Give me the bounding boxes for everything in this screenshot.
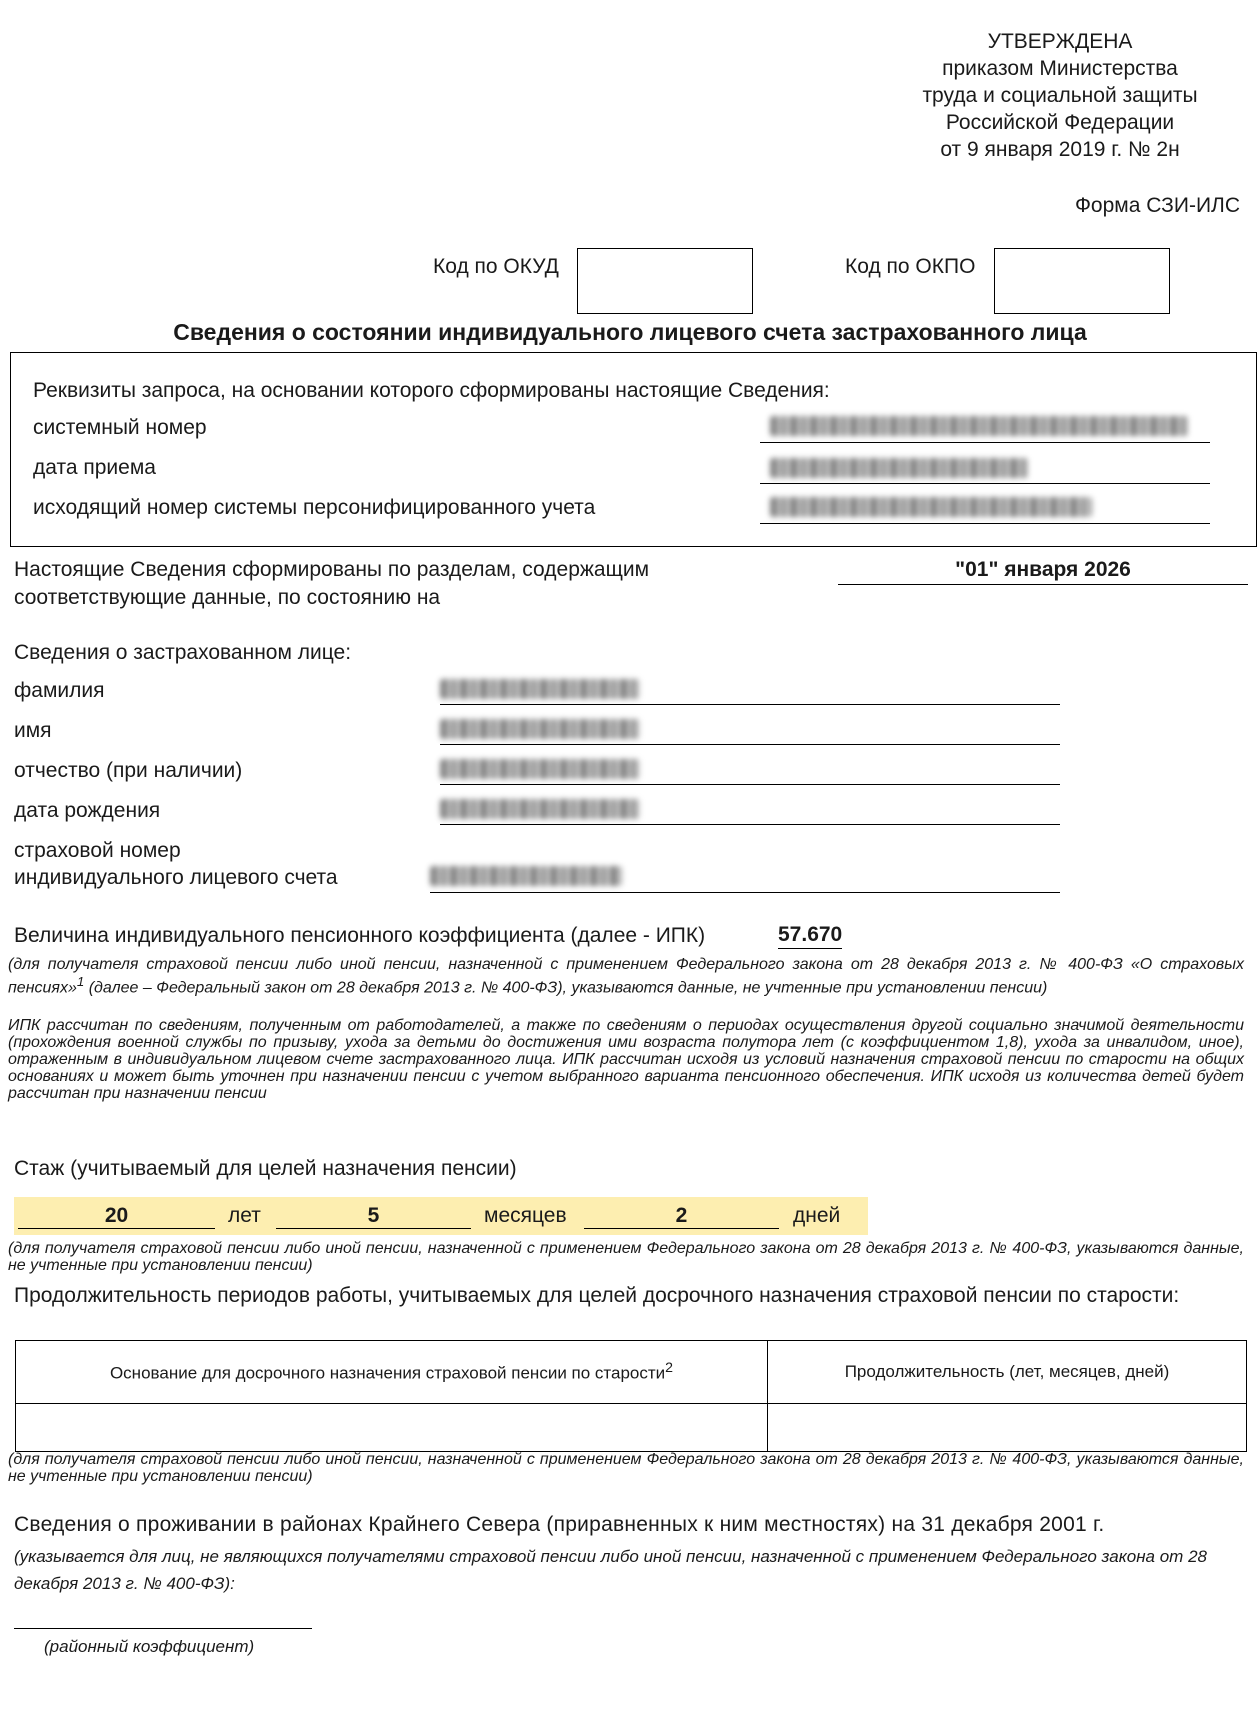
stazh-label: Стаж (учитываемый для целей назначения пенсии) [14,1157,517,1180]
document-title: Сведения о состоянии индивидуального лицевого счета застрахованного лица [173,319,1087,345]
north-label: Сведения о проживании в районах Крайнего Севера (приравненных к ним местностях) на 31 декабря 2001 г. [14,1513,1105,1536]
formed-text-line-1: Настоящие Сведения сформированы по разделам, содержащим [14,558,650,581]
snils-label-line-1: страховой номер [14,839,181,862]
surname-label: фамилия [14,679,105,702]
table-header-basis-text: Основание для досрочного назначения страховой пенсии по старости [109,1363,666,1383]
name-label: имя [14,719,52,742]
footnote-2-marker: 2 [665,1360,674,1377]
approval-line-5: от 9 января 2019 г. № 2н [940,138,1180,161]
ipk-note-1-part-2: (далее – Федеральный закон от 28 декабря 2013 г. № 400-ФЗ), указываются данные, не учтенные при установлении пенсии) [84,979,1048,997]
stazh-years-value: 20 [104,1204,129,1227]
birthdate-line [440,824,1060,825]
table-header-basis [16,1341,768,1404]
stazh-days-line [584,1228,779,1229]
system-number-line [760,442,1210,443]
birthdate-redacted [440,799,640,819]
approval-line-4: Российской Федерации [945,111,1175,134]
table-header-duration: Продолжительность (лет, месяцев, дней) [768,1341,1247,1404]
name-line [440,744,1060,745]
system-number-redacted [770,416,1188,436]
snils-redacted [430,866,622,886]
request-header: Реквизиты запроса, на основании которого сформированы настоящие Сведения: [33,379,830,402]
table-header-row [16,1341,1247,1404]
approval-block [880,28,1240,163]
patronymic-line [440,784,1060,785]
approval-line-3: труда и социальной защиты [922,84,1198,107]
ipk-value: 57.670 [778,922,842,949]
name-redacted [440,719,640,739]
early-label: Продолжительность периодов работы, учитываемых для целей досрочного назначения страховой пенсии по старости: [14,1284,1180,1307]
ipk-note-1 [8,956,1244,996]
stazh-days-label: дней [793,1204,841,1227]
stazh-months-line [276,1228,471,1229]
formed-text-line-2: соответствующие данные, по состоянию на [14,586,441,609]
table-cell-duration[interactable] [768,1404,1247,1452]
table-row [16,1404,1247,1452]
stazh-note: (для получателя страховой пенсии либо иной пенсии, назначенной с применением Федерального закона от 28 декабря 2013 г. № 400-ФЗ, указываются данные, не учтенные при установлении пенсии) [8,1240,1244,1274]
patronymic-redacted [440,759,640,779]
okpo-field[interactable] [994,248,1170,314]
receipt-date-label: дата приема [33,456,156,479]
surname-line [440,704,1060,705]
ipk-note-2: ИПК рассчитан по сведениям, полученным от работодателей, а также по сведениям о периодах осуществления другой социально значимой деятельности (прохождения военной службы по призыву, ухода за детьми до достижения ими возраста полутора лет (с коэффициентом 1,8), ухода за инвалидом, иное), отраженным в индивидуальном лицевом счете застрахованного лица. ИПК рассчитан исходя из условий назначения страховой пенсии по старости на общих основаниях и может быть уточнен при назначении пенсии с учетом выбранного варианта пенсионного обеспечения. ИПК исходя из количества детей будет рассчитан при назначении пенсии [8,1017,1244,1102]
outgoing-number-line [760,523,1210,524]
outgoing-number-redacted [770,497,1092,517]
stazh-years-line [18,1228,215,1229]
snils-line [430,892,1060,893]
outgoing-number-label: исходящий номер системы персонифицированного учета [33,496,596,519]
receipt-date-line [760,483,1210,484]
regional-coefficient-line[interactable] [14,1628,312,1629]
formed-date-line [838,584,1248,585]
stazh-months-label: месяцев [484,1204,567,1227]
early-note: (для получателя страховой пенсии либо иной пенсии, назначенной с применением Федерального закона от 28 декабря 2013 г. № 400-ФЗ, указываются данные, не учтенные при установлении пенсии) [8,1451,1244,1485]
insured-header: Сведения о застрахованном лице: [14,641,352,664]
birthdate-label: дата рождения [14,799,161,822]
north-note: (указывается для лиц, не являющихся получателями страховой пенсии либо иной пенсии, назначенной с применением Федерального закона от 28 декабря 2013 г. № 400-ФЗ): [14,1547,1207,1593]
table-cell-basis[interactable] [16,1404,768,1452]
approval-line-2: приказом Министерства [942,57,1178,80]
regional-coefficient-label: (районный коэффициент) [44,1637,255,1656]
okpo-label: Код по ОКПО [845,255,976,278]
footnote-1-marker: 1 [76,974,85,989]
stazh-months-value: 5 [367,1204,380,1227]
snils-label-line-2: индивидуального лицевого счета [14,866,338,889]
formed-date: "01" января 2026 [955,558,1131,581]
receipt-date-redacted [770,458,1028,478]
approval-line-1: УТВЕРЖДЕНА [987,30,1133,53]
ipk-note-1-part-1: (для получателя страховой пенсии либо иной пенсии, назначенной с применением Федерального закона от 28 декабря 2013 г. № 400-ФЗ «О страховых пенсиях» [8,956,1244,997]
surname-redacted [440,679,640,699]
form-name: Форма СЗИ-ИЛС [1074,194,1240,217]
patronymic-label: отчество (при наличии) [14,759,243,782]
ipk-label: Величина индивидуального пенсионного коэффициента (далее - ИПК) [14,924,706,947]
okud-field[interactable] [577,248,753,314]
stazh-years-label: лет [228,1204,261,1227]
early-periods-table [15,1340,1247,1452]
okud-label: Код по ОКУД [433,255,559,278]
system-number-label: системный номер [33,416,207,439]
stazh-days-value: 2 [675,1204,688,1227]
